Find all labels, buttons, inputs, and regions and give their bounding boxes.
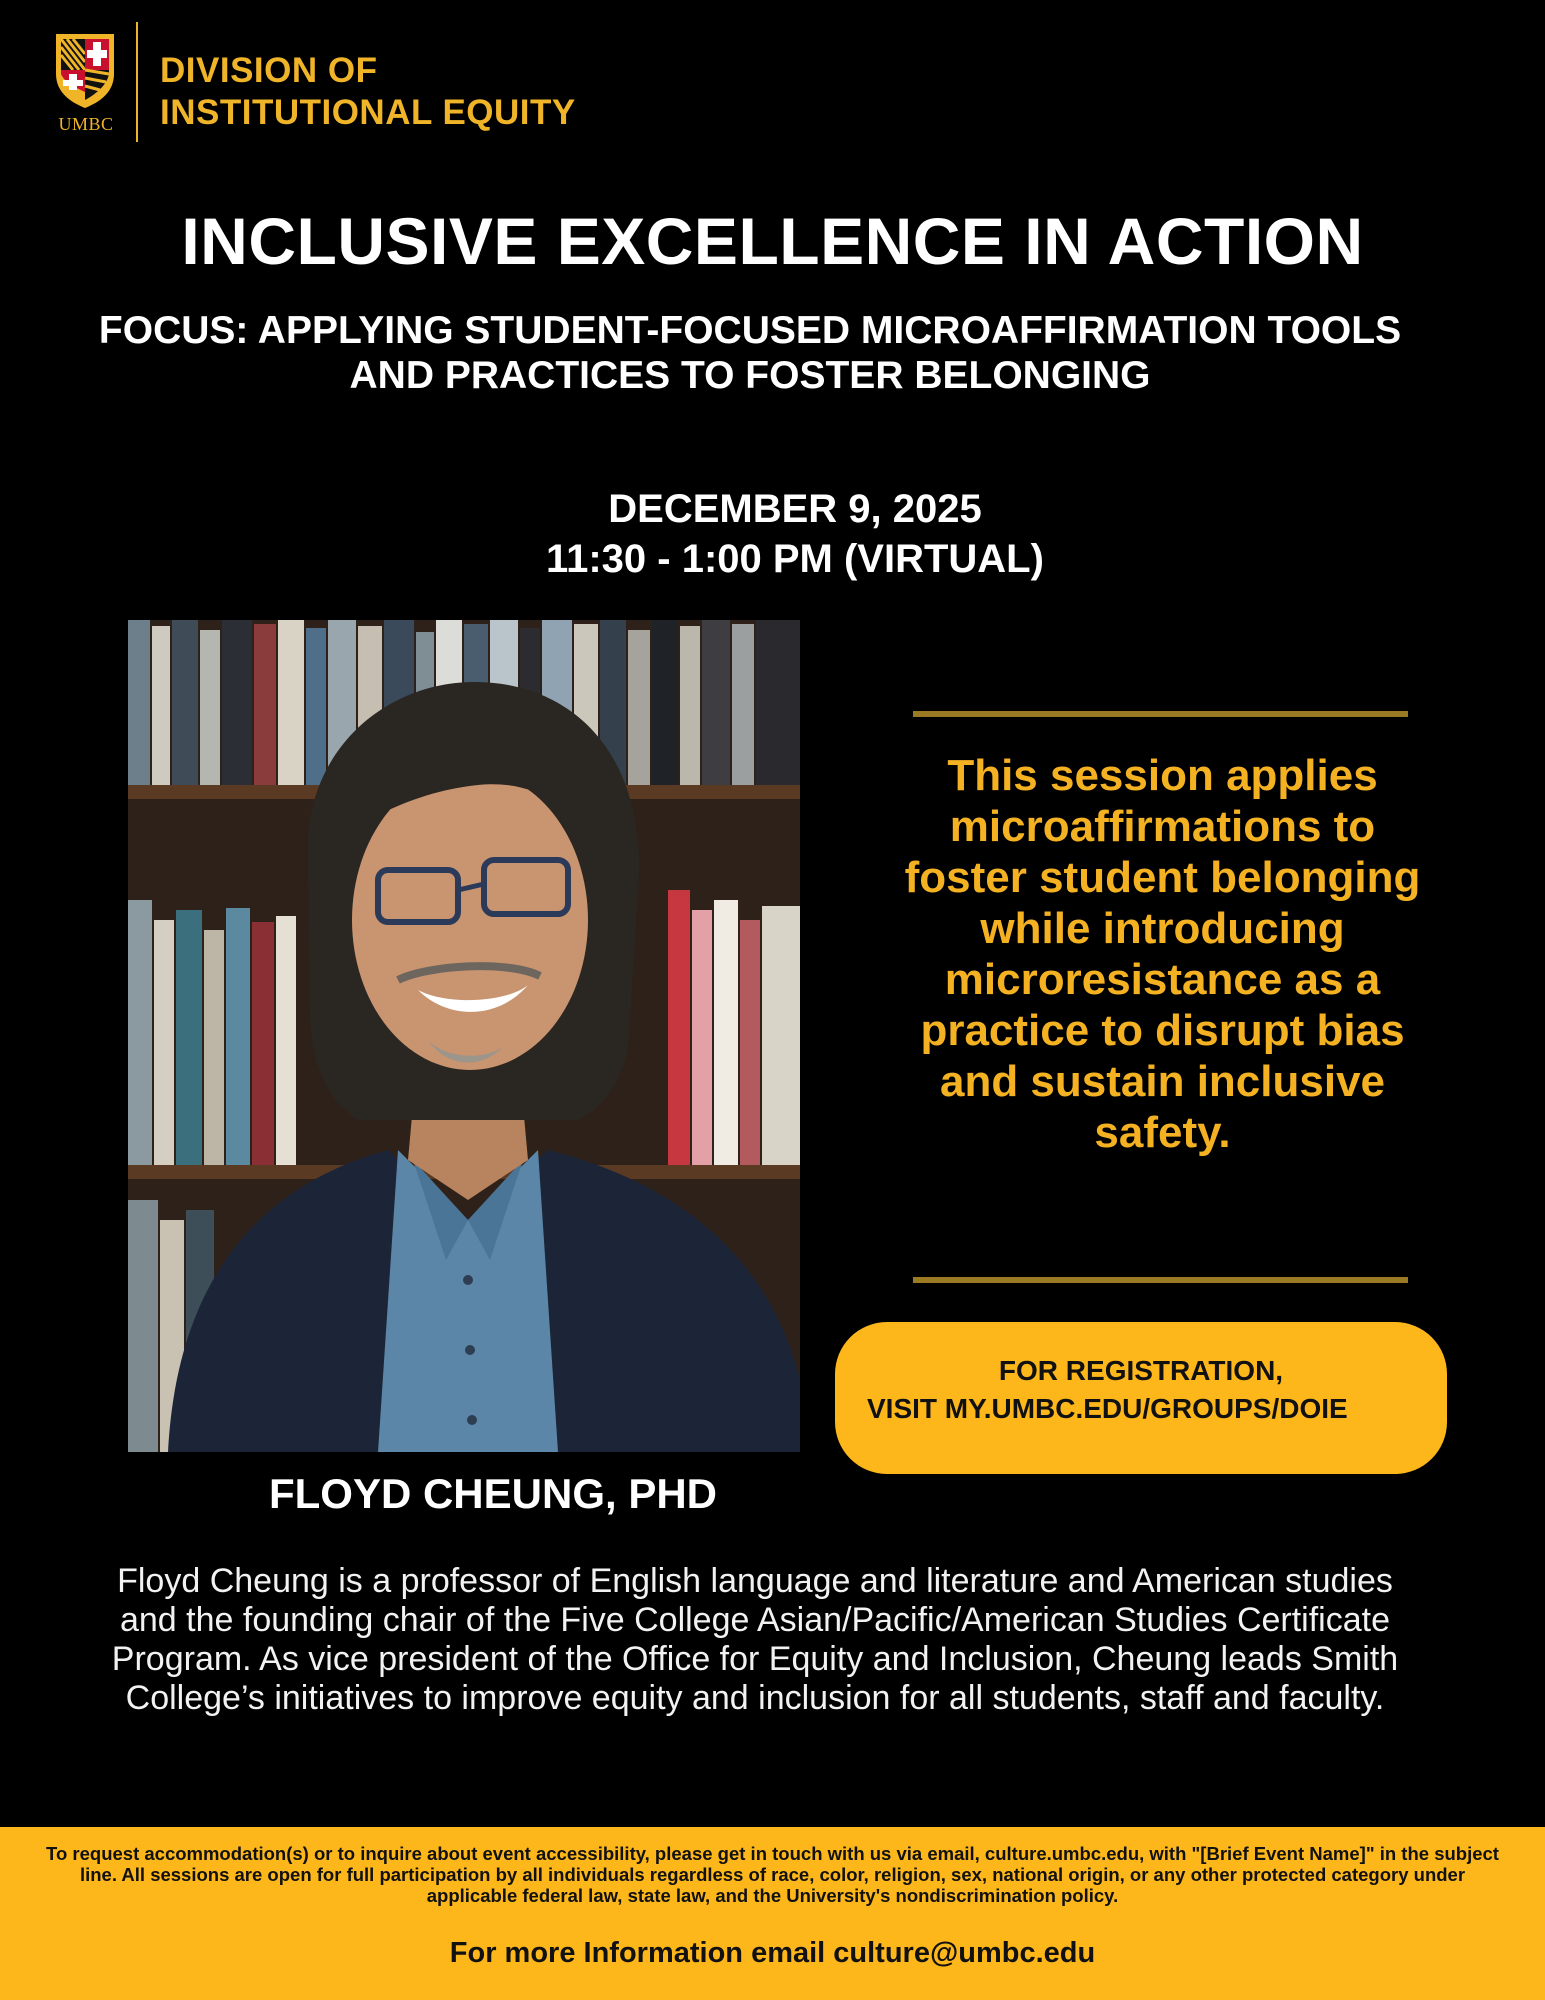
event-time: 11:30 - 1:00 PM (VIRTUAL)	[546, 537, 1044, 581]
umbc-wordmark: UMBC	[58, 114, 114, 134]
event-title: INCLUSIVE EXCELLENCE IN ACTION	[181, 204, 1364, 278]
summary-bottom-rule	[913, 1277, 1408, 1283]
division-name: DIVISION OF INSTITUTIONAL EQUITY	[160, 51, 576, 132]
registration-link[interactable]: VISIT MY.UMBC.EDU/GROUPS/DOIE	[867, 1393, 1348, 1424]
registration-line-1: FOR REGISTRATION,	[998, 1355, 1284, 1386]
division-logo	[52, 22, 612, 142]
session-summary: This session applies microaffirmations to foster student belonging while introducing microresistance as a practice to disrupt bias and sustain inclusive safety.	[904, 751, 1421, 1157]
registration-button[interactable]	[835, 1322, 1447, 1474]
footer	[0, 1827, 1545, 2000]
speaker-name: FLOYD CHEUNG, PHD	[268, 1470, 717, 1517]
accessibility-note: To request accommodation(s) or to inquire about event accessibility, please get in touch with us via email, culture.umbc.edu, with "[Brief Event Name]" in the subject line. All sessions are open for full participation by all individuals regardless of race, color, religion, sex, national origin, or any other protected category under applicable federal law, state law, and the University's nondiscrimination policy.	[46, 1843, 1499, 1906]
event-date: DECEMBER 9, 2025	[608, 487, 982, 531]
umbc-shield-icon	[52, 30, 118, 110]
speaker-bio: Floyd Cheung is a professor of English language and literature and American studies and the founding chair of the Five College Asian/Pacific/American Studies Certificate Program. As vice president of the Office for Equity and Inclusion, Cheung leads Smith College’s initiatives to improve equity and inclusion for all students, staff and faculty.	[111, 1562, 1399, 1717]
speaker-photo	[128, 620, 800, 1452]
brand-divider	[136, 22, 138, 142]
contact-line: For more Information email culture@umbc.edu	[449, 1937, 1096, 1969]
summary-top-rule	[913, 711, 1408, 717]
event-focus: FOCUS: APPLYING STUDENT-FOCUSED MICROAFFIRMATION TOOLS AND PRACTICES TO FOSTER BELONGING	[98, 309, 1402, 397]
